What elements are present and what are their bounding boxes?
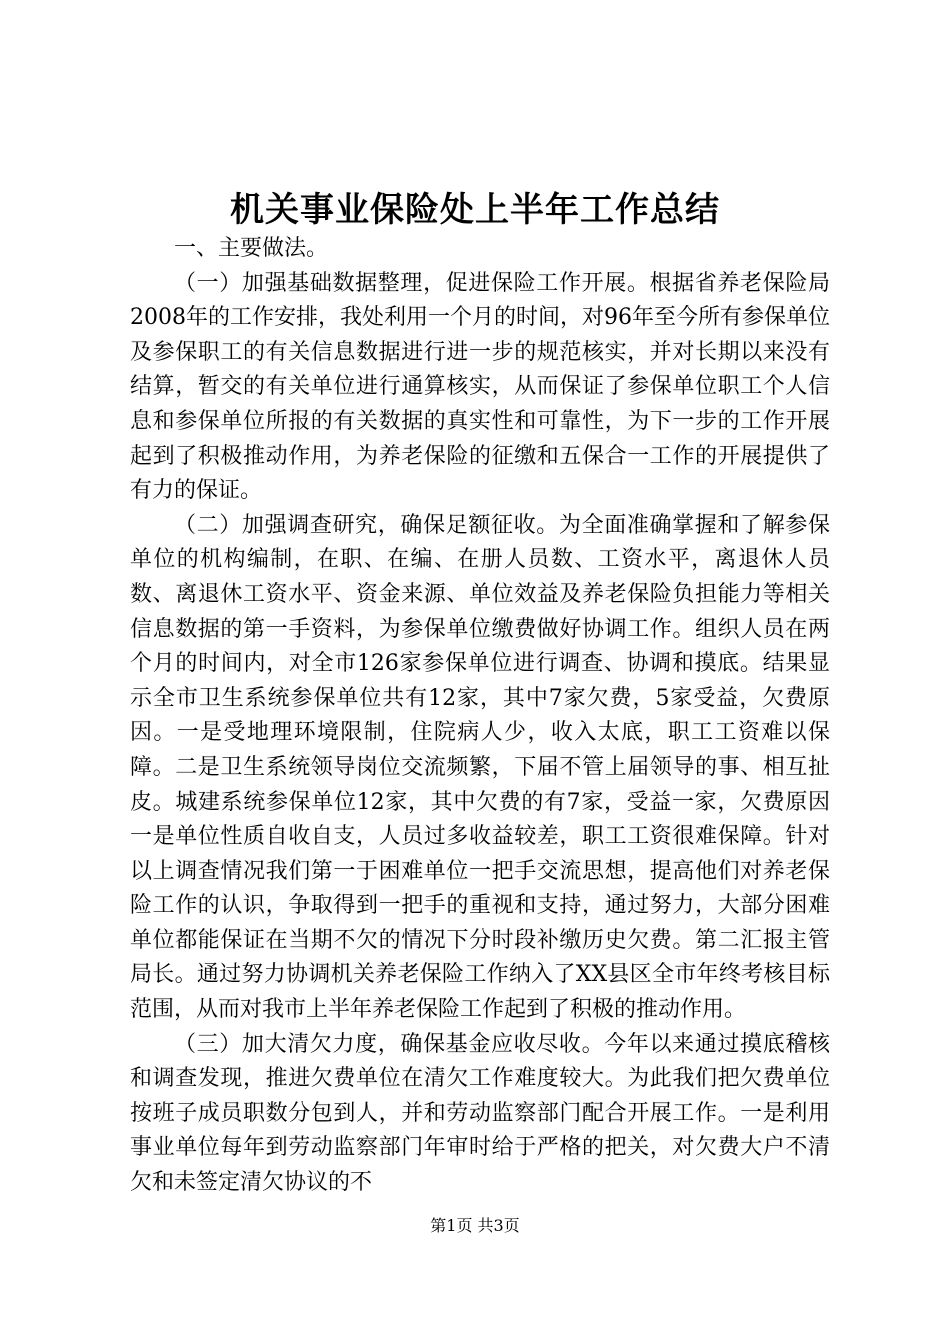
document-body xyxy=(130,232,830,1201)
section-heading: 一、主要做法。 xyxy=(174,236,329,261)
paragraph-2: （二）加强调查研究，确保足额征收。为全面准确掌握和了解参保单位的机构编制，在职、在编、在册人员数、工资水平，离退休人员数、离退休工资水平、资金来源、单位效益及养老保险负担能力等相关信息数据的第一手资料，为参保单位缴费做好协调工作。组织人员在两个月的时间内，对全市126家参保单位进行调查、协调和摸底。结果显示全市卫生系统参保单位共有12家，其中7家欠费，5家受益，欠费原因。一是受地理环境限制，住院病人少，收入太底，职工工资难以保障。二是卫生系统领导岗位交流频繁，下届不管上届领导的事、相互扯皮。城建系统参保单位12家，其中欠费的有7家，受益一家，欠费原因一是单位性质自收自支，人员过多收益较差，职工工资很难保障。针对以上调查情况我们第一于困难单位一把手交流思想，提高他们对养老保险工作的认识，争取得到一把手的重视和支持，通过努力，大部分困难单位都能保证在当期不欠的情况下分时段补缴历史欠费。第二汇报主管局长。通过努力协调机关养老保险工作纳入了XX县区全市年终考核目标范围，从而对我市上半年养老保险工作起到了积极的推动作用。 xyxy=(130,512,830,1023)
page-number-footer: 第1页 共3页 xyxy=(430,1216,520,1235)
paragraph-1: （一）加强基础数据整理，促进保险工作开展。根据省养老保险局2008年的工作安排，我处利用一个月的时间，对96年至今所有参保单位及参保职工的有关信息数据进行进一步的规范核实，并对长期以来没有结算，暂交的有关单位进行通算核实，从而保证了参保单位职工个人信息和参保单位所报的有关数据的真实性和可靠性，为下一步的工作开展起到了积极推动作用，为养老保险的征缴和五保合一工作的开展提供了有力的保证。 xyxy=(130,270,830,504)
paragraph-3: （三）加大清欠力度，确保基金应收尽收。今年以来通过摸底稽核和调查发现，推进欠费单位在清欠工作难度较大。为此我们把欠费单位按班子成员职数分包到人，并和劳动监察部门配合开展工作。一是利用事业单位每年到劳动监察部门年审时给于严格的把关，对欠费大户不清欠和未签定清欠协议的不 xyxy=(130,1031,830,1196)
document-title: 机关事业保险处上半年工作总结 xyxy=(230,190,720,230)
